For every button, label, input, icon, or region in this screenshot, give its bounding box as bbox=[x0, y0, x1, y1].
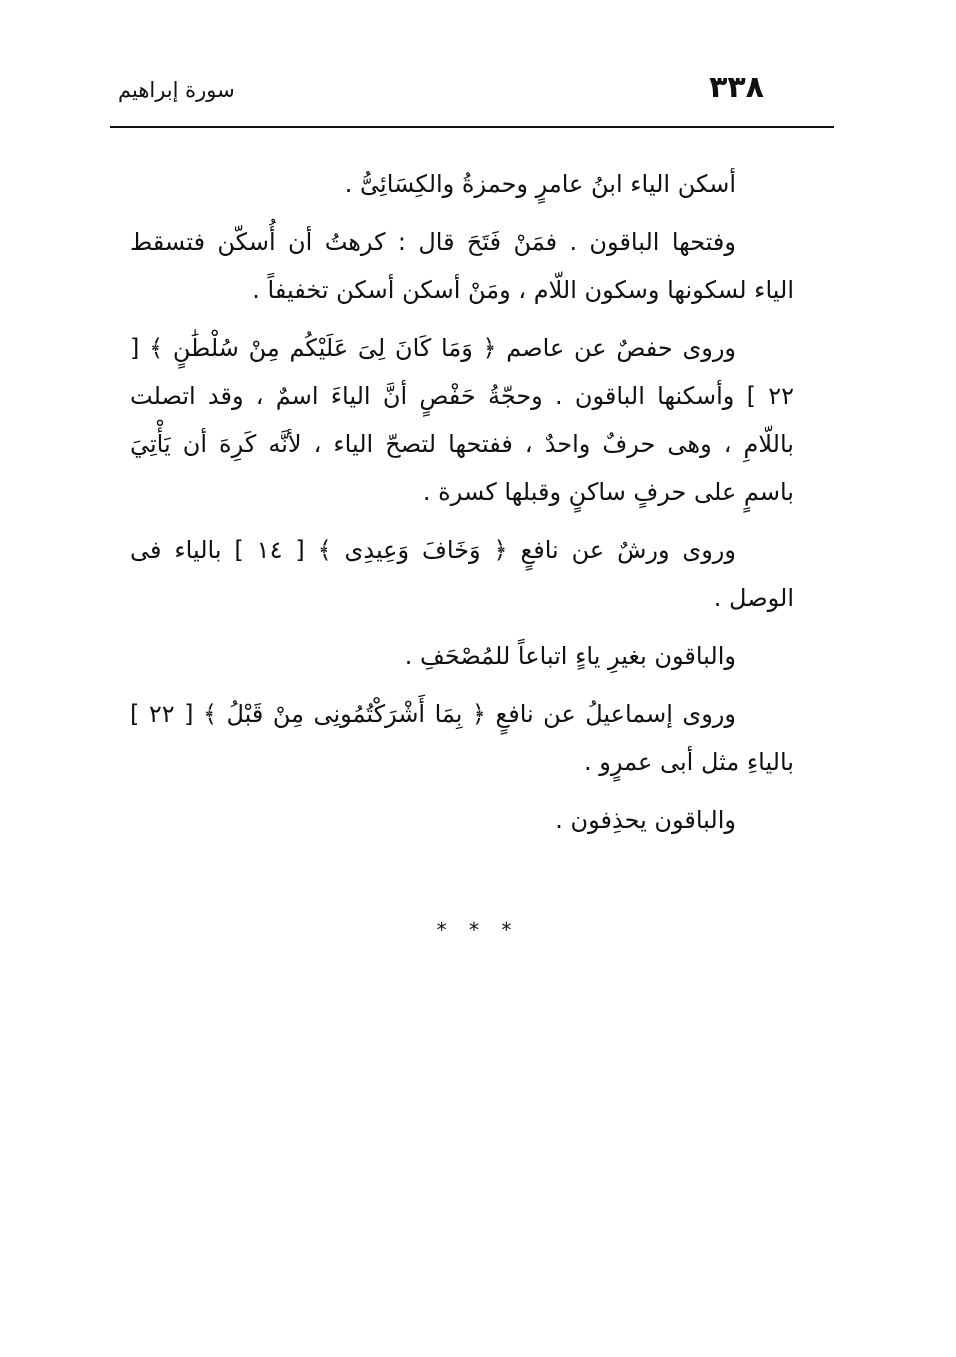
paragraph: والباقون بغيرِ ياءٍ اتباعاً للمُصْحَفِ . bbox=[404, 642, 736, 670]
section-separator: * * * bbox=[436, 918, 520, 942]
page-number: ٣٣٨ bbox=[709, 70, 764, 105]
paragraph: وروى ورشٌ عن نافعٍ ﴿ وَخَافَ وَعِيدِى ﴾ [ ١٤ ] بالياء فى الوصل . bbox=[130, 536, 794, 612]
paragraph: والباقون يحذِفون . bbox=[555, 806, 736, 834]
body-text bbox=[130, 160, 794, 854]
surah-title: سورة إبراهيم bbox=[118, 78, 235, 102]
header-divider bbox=[110, 126, 834, 128]
paragraph: وفتحها الباقون . فمَنْ فَتَحَ قال : كرهتُ أن أُسكّن فتسقط الياء لسكونها وسكون اللّام ، ومَنْ أسكن أسكن تخفيفاً . bbox=[130, 228, 794, 304]
paragraph: وروى حفصٌ عن عاصم ﴿ وَمَا كَانَ لِىَ عَلَيْكُم مِنْ سُلْطَٰنٍ ﴾ [ ٢٢ ] وأسكنها الباقون . وحجّةُ حَفْصٍ أنَّ الياءَ اسمٌ ، وقد اتصلت باللّامِ ، وهى حرفٌ واحدٌ ، ففتحها لتصحّ الياء ، لأنَّه كَرِهَ أن يَأْتِيَ باسمٍ على حرفٍ ساكنٍ وقبلها كسرة . bbox=[130, 334, 794, 506]
paragraph: وروى إسماعيلُ عن نافعٍ ﴿ بِمَا أَشْرَكْتُمُونِى مِنْ قَبْلُ ﴾ [ ٢٢ ] بالياءِ مثل أبى عمرٍو . bbox=[130, 700, 794, 776]
paragraph: أسكن الياء ابنُ عامرٍ وحمزةُ والكِسَائِىُّ . bbox=[344, 170, 736, 198]
running-header bbox=[118, 60, 834, 124]
